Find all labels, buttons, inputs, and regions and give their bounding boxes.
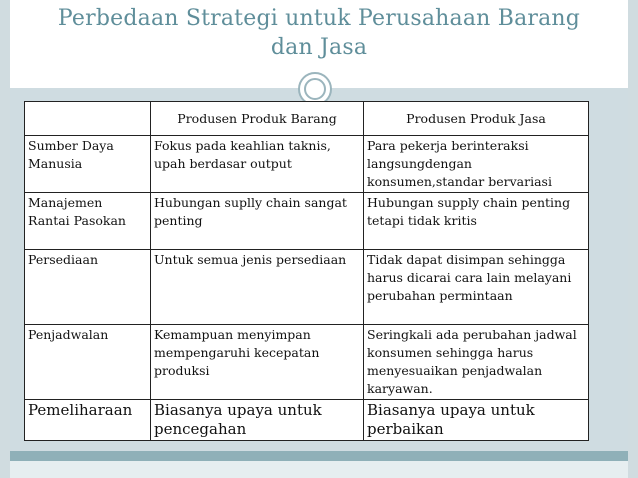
- cell-jasa: Biasanya upaya untuk perbaikan: [364, 400, 589, 441]
- cell-jasa: Tidak dapat disimpan sehingga harus dicarai cara lain melayani perubahan permintaan: [364, 250, 589, 325]
- header-cell-barang: Produsen Produk Barang: [151, 102, 364, 136]
- row-label: Sumber Daya Manusia: [25, 136, 151, 193]
- table-header-row: [25, 102, 589, 136]
- table-row: [25, 193, 589, 250]
- header-cell-empty: [25, 102, 151, 136]
- cell-jasa: Seringkali ada perubahan jadwal konsumen sehingga harus menyesuaikan penjadwalan karyawan.: [364, 325, 589, 400]
- comparison-table: [24, 101, 589, 441]
- cell-barang: Fokus pada keahlian taknis, upah berdasar output: [151, 136, 364, 193]
- right-band: [628, 0, 638, 478]
- cell-barang: Kemampuan menyimpan mempengaruhi kecepatan produksi: [151, 325, 364, 400]
- left-band: [0, 0, 10, 478]
- cell-barang: Biasanya upaya untuk pencegahan: [151, 400, 364, 441]
- row-label: Persediaan: [25, 250, 151, 325]
- row-label: Pemeliharaan: [25, 400, 151, 441]
- row-label: Manajemen Rantai Pasokan: [25, 193, 151, 250]
- cell-jasa: Hubungan supply chain penting tetapi tidak kritis: [364, 193, 589, 250]
- table-row: [25, 325, 589, 400]
- slide-title-line-2: dan Jasa: [270, 35, 368, 60]
- row-label: Penjadwalan: [25, 325, 151, 400]
- header-cell-jasa: Produsen Produk Jasa: [364, 102, 589, 136]
- footer-strip: [10, 451, 628, 461]
- cell-barang: Untuk semua jenis persediaan: [151, 250, 364, 325]
- slide-title: [10, 4, 628, 62]
- cell-barang: Hubungan suplly chain sangat penting: [151, 193, 364, 250]
- table-row: [25, 400, 589, 441]
- slide-title-line-1: Perbedaan Strategi untuk Perusahaan Barang: [57, 6, 581, 31]
- table-row: [25, 136, 589, 193]
- table-row: [25, 250, 589, 325]
- cell-jasa: Para pekerja berinteraksi langsungdengan konsumen,standar bervariasi: [364, 136, 589, 193]
